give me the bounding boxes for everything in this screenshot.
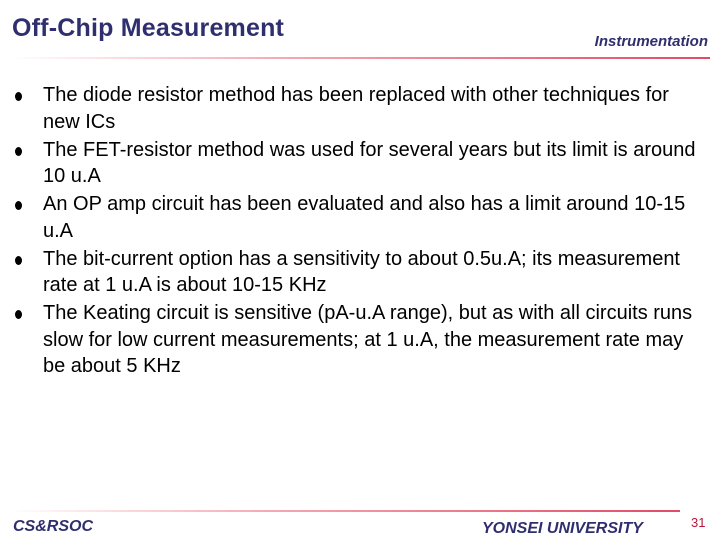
- bullet-text: The Keating circuit is sensitive (pA-u.A range), but as with all circuits runs slow for low current measurements; at 1 u.A, the measurement rate may be about 5 KHz: [43, 302, 693, 377]
- footer-rule: [10, 510, 680, 512]
- bullet-text: The bit-current option has a sensitivity to about 0.5u.A; its measurement rate at 1 u.A is about 10-15 KHz: [43, 247, 680, 296]
- bullet-dot-icon: [15, 201, 22, 210]
- page-number: 31: [691, 515, 706, 530]
- bullet-text: An OP amp circuit has been evaluated and also has a limit around 10-15 u.A: [43, 193, 686, 242]
- bullet-text: The diode resistor method has been replaced with other techniques for new ICs: [43, 84, 669, 133]
- bullet-item: [14, 191, 704, 244]
- footer-university-label: YONSEI UNIVERSITY: [482, 520, 643, 537]
- bullet-item: [14, 137, 704, 190]
- header-tag: Instrumentation: [594, 33, 708, 50]
- bullet-item: [14, 246, 704, 299]
- bullet-dot-icon: [15, 310, 22, 319]
- bullet-list: [14, 82, 704, 381]
- bullet-dot-icon: [15, 147, 22, 156]
- slide-title: Off-Chip Measurement: [12, 14, 285, 42]
- bullet-dot-icon: [15, 256, 22, 265]
- footer-left-label: CS&RSOC: [13, 518, 94, 535]
- header-rule: [10, 57, 710, 59]
- bullet-dot-icon: [15, 92, 22, 101]
- bullet-item: [14, 82, 704, 135]
- bullet-item: [14, 300, 704, 380]
- bullet-text: The FET-resistor method was used for several years but its limit is around 10 u.A: [43, 138, 696, 187]
